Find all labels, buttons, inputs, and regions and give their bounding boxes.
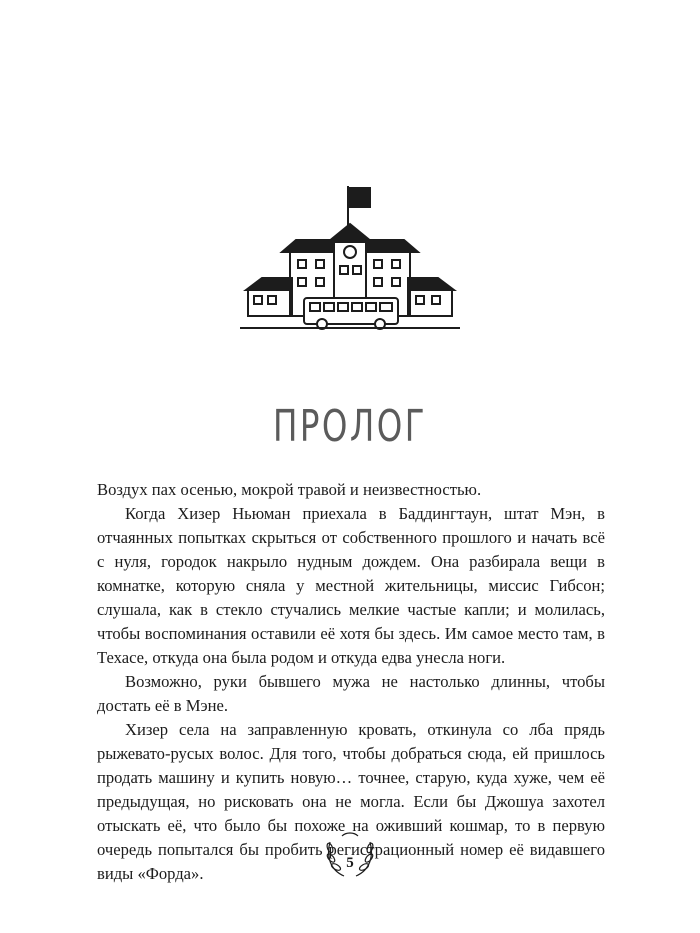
page-number: 5 xyxy=(346,855,354,871)
laurel-wreath-icon xyxy=(318,828,382,880)
paragraph: Когда Хизер Ньюман приехала в Баддингтаун, штат Мэн, в отчаянных попытках скрыться от собственного прошлого и начать всё с нуля, городок накрыло нудным дождем. Она разбирала вещи в комнатке, которую сняла у местной жительницы, миссис Гибсон; слушала, как в стекло стучались мелкие частые капли; и молилась, чтобы воспоминания оставили её хотя бы здесь. Им самое место там, в Техасе, откуда она была родом и откуда едва унесла ноги. xyxy=(97,504,605,667)
paragraph: Возможно, руки бывшего мужа не настолько длинны, чтобы достать её в Мэне. xyxy=(97,672,605,715)
body-text xyxy=(97,478,605,886)
page-ornament xyxy=(318,828,382,880)
chapter-title: ПРОЛОГ xyxy=(272,401,428,453)
paragraph: Воздух пах осенью, мокрой травой и неизвестностью. xyxy=(97,480,482,499)
school-building-illustration xyxy=(240,182,460,332)
paragraph: Хизер села на заправленную кровать, откинула со лба прядь рыжевато-русых волос. Для того, чтобы добраться сюда, ей пришлось продать машину и купить новую… точнее, старую, куда хуже, чем её предыдущая, но рисковать она не могла. Если бы Джошуа захотел отыскать её, что было бы похоже на оживший кошмар, то в первую очередь попытался бы пробить регистрационный номер её видавшего виды «Форда». xyxy=(97,720,605,883)
school-building-with-bus-icon xyxy=(240,182,460,332)
